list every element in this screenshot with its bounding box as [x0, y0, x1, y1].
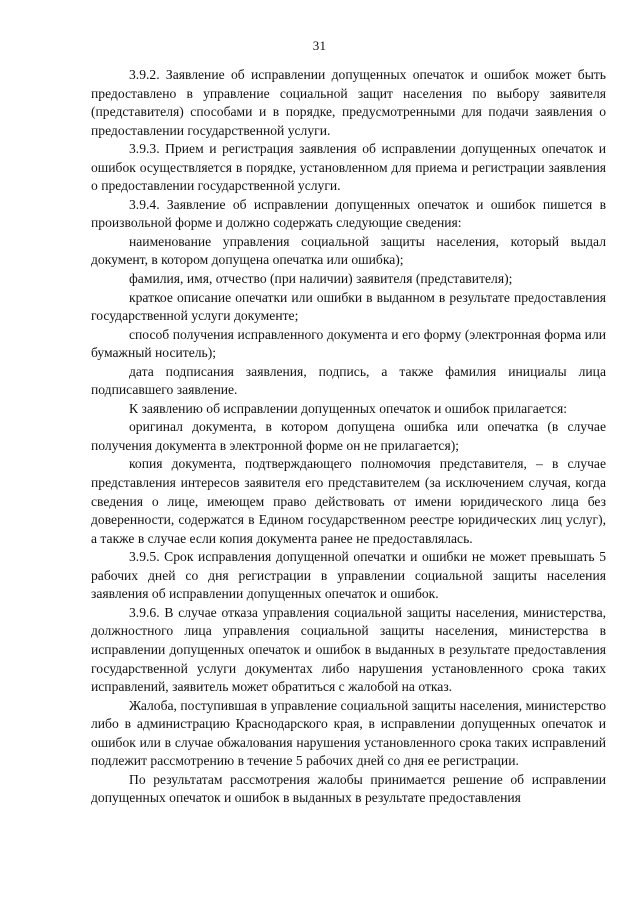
list-item-error-description: краткое описание опечатки или ошибки в выданном в результате предоставления государственной услуги документе;	[91, 289, 606, 324]
list-item-delivery-method: способ получения исправленного документа и его форму (электронная форма или бумажный носитель);	[91, 326, 606, 361]
paragraph-3-9-3: 3.9.3. Прием и регистрация заявления об исправлении допущенных опечаток и ошибок осуществляется в порядке, установленном для приема и регистрации заявления о предоставлении государственной услуги.	[91, 141, 606, 194]
list-item-department-name: наименование управления социальной защиты населения, который выдал документ, в котором допущена опечатка или ошибка);	[91, 233, 606, 268]
list-item-signature-date: дата подписания заявления, подпись, а также фамилия инициалы лица подписавшего заявление.	[91, 363, 606, 398]
list-item-original-document: оригинал документа, в котором допущена ошибка или опечатка (в случае получения документа в электронной форме он не прилагается);	[91, 419, 606, 453]
page-number: 31	[312, 38, 327, 53]
paragraph-3-9-6: 3.9.6. В случае отказа управления социальной защиты населения, министерства, должностного лица управления социальной защиты населения, министерства в исправлении допущенных опечаток и ошибок в выданных в результате предоставления государственной услуги документах либо нарушения установленного срока таких исправлений, заявитель может обратиться с жалобой на отказ.	[91, 604, 606, 695]
paragraph-3-9-4: 3.9.4. Заявление об исправлении допущенных опечаток и ошибок пишется в произвольной форме и должно содержать следующие сведения:	[91, 196, 606, 231]
paragraph-3-9-5: 3.9.5. Срок исправления допущенной опечатки и ошибки не может превышать 5 рабочих дней со дня регистрации в управлении социальной защиты населения заявления об исправлении допущенных опечаток и ошибок.	[91, 549, 606, 602]
list-item-authority-copy: копия документа, подтверждающего полномочия представителя, – в случае представления интересов заявителя его представителем (за исключением случая, когда сведения о лице, имеющем право действовать от имени юридического лица без доверенности, содержатся в Едином государственном реестре юридических лиц услуг), а также в случае если копия документа ранее не предоставлялась.	[91, 456, 606, 546]
paragraph-complaint-result: По результатам рассмотрения жалобы принимается решение об исправлении допущенных опечаток и ошибок в выданных в результате предоставления	[91, 771, 606, 806]
paragraph-complaint: Жалоба, поступившая в управление социальной защиты населения, министерство либо в администрацию Краснодарского края, в исправлении допущенных опечаток и ошибок или в случае обжалования нарушения установленного срока таких исправлений подлежит рассмотрению в течение 5 рабочих дней со дня ее регистрации.	[91, 697, 606, 769]
paragraph-3-9-2: 3.9.2. Заявление об исправлении допущенных опечаток и ошибок может быть предоставлено в управление социальной защит населения по выбору заявителя (представителя) способами и в порядке, предусмотренными для подачи заявления о предоставлении государственной услуги.	[91, 67, 606, 138]
list-item-applicant-name: фамилия, имя, отчество (при наличии) заявителя (представителя);	[129, 271, 513, 287]
document-body	[91, 66, 606, 808]
paragraph-attachments-intro: К заявлению об исправлении допущенных опечаток и ошибок прилагается:	[129, 400, 567, 416]
